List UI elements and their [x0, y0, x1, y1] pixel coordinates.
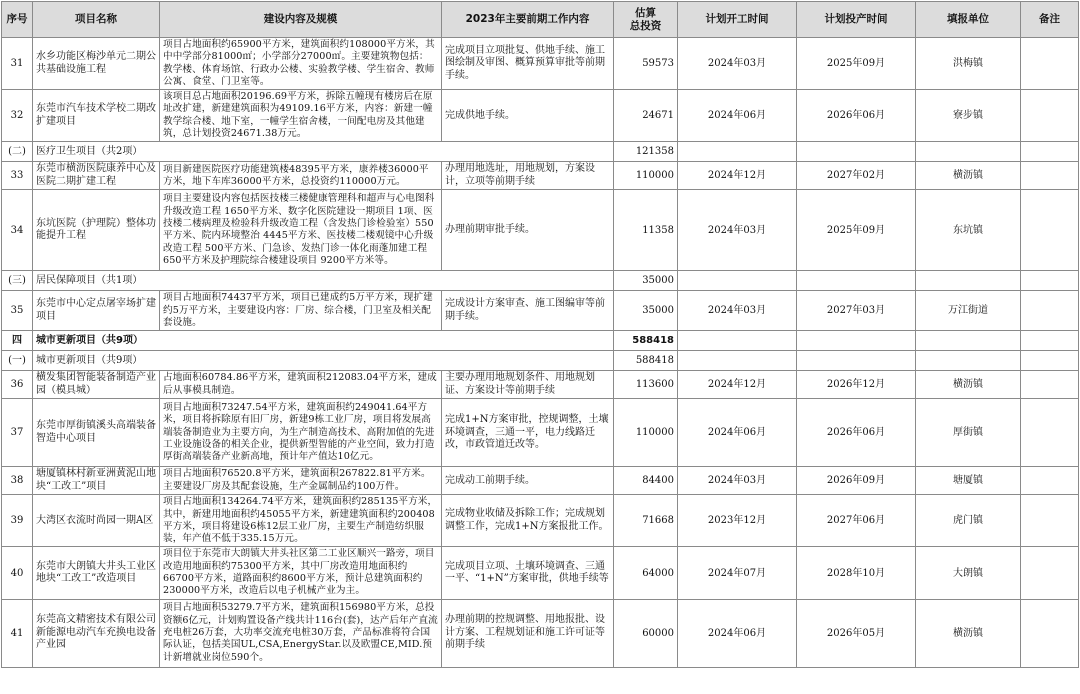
row-content: 该项目总占地面积20196.69平方米，拆除五幢现有楼房后在原址改扩建，新建建筑面积为49109.16平方米，内容：新建一幢教学综合楼、地下室，一幢学生宿舍楼，一间配电房及其他建筑，总计划投资24671.38万元。 — [160, 90, 442, 142]
row-invest: 110000 — [614, 162, 678, 190]
row-unit: 东坑镇 — [916, 190, 1021, 271]
row-remark — [1021, 467, 1079, 495]
row-name: 东坑医院（护理院）整体功能提升工程 — [33, 190, 160, 271]
row-start: 2024年03月 — [678, 467, 797, 495]
row-no: 32 — [2, 90, 33, 142]
row-no: 40 — [2, 547, 33, 599]
table-row — [2, 599, 1079, 667]
row-name: 东莞市汽车技术学校二期改扩建项目 — [33, 90, 160, 142]
row-invest: 64000 — [614, 547, 678, 599]
row-invest: 84400 — [614, 467, 678, 495]
header-remark: 备注 — [1021, 2, 1079, 38]
row-work: 完成供地手续。 — [442, 90, 614, 142]
row-start: 2024年12月 — [678, 371, 797, 399]
row-finish: 2026年06月 — [797, 399, 916, 467]
row-start: 2024年06月 — [678, 90, 797, 142]
row-start: 2024年06月 — [678, 399, 797, 467]
project-table — [1, 1, 1079, 668]
row-content: 项目占地面积74437平方米，项目已建成约5万平方米，现扩建约5万平方米，主要建设内容：厂房、综合楼，门卫室及相关配套设施。 — [160, 291, 442, 331]
row-finish: 2026年09月 — [797, 467, 916, 495]
header-invest-line2: 总投资 — [629, 19, 662, 32]
major-section-title: 城市更新项目（共9项） — [33, 331, 614, 351]
row-work: 完成设计方案审查、施工图编审等前期手续。 — [442, 291, 614, 331]
row-invest: 11358 — [614, 190, 678, 271]
table-row — [2, 162, 1079, 190]
row-invest: 24671 — [614, 90, 678, 142]
row-invest: 113600 — [614, 371, 678, 399]
row-name: 东莞高文精密技术有限公司新能源电动汽车充换电设备产业园 — [33, 599, 160, 667]
row-unit: 寮步镇 — [916, 90, 1021, 142]
row-invest: 110000 — [614, 399, 678, 467]
row-no: 37 — [2, 399, 33, 467]
row-remark — [1021, 547, 1079, 599]
table-row — [2, 291, 1079, 331]
row-unit: 塘厦镇 — [916, 467, 1021, 495]
row-name: 横发集团智能装备制造产业园（模具城） — [33, 371, 160, 399]
row-work: 完成项目立项批复、供地手续、施工图绘制及审图、概算预算审批等前期手续。 — [442, 38, 614, 90]
table-row — [2, 467, 1079, 495]
row-work: 完成物业收储及拆除工作；完成规划调整工作，完成1+N方案报批工作。 — [442, 495, 614, 547]
row-remark — [1021, 291, 1079, 331]
row-invest: 35000 — [614, 291, 678, 331]
section-row — [2, 351, 1079, 371]
row-invest: 60000 — [614, 599, 678, 667]
row-finish: 2026年12月 — [797, 371, 916, 399]
section-no: (一) — [2, 351, 33, 371]
header-no: 序号 — [2, 2, 33, 38]
section-invest: 121358 — [614, 142, 678, 162]
row-work: 办理前期审批手续。 — [442, 190, 614, 271]
row-remark — [1021, 599, 1079, 667]
row-start: 2024年03月 — [678, 190, 797, 271]
row-work: 办理前期的控规调整、用地报批、设计方案、工程规划证和施工许可证等前期手续 — [442, 599, 614, 667]
row-remark — [1021, 495, 1079, 547]
section-title: 城市更新项目（共9项） — [33, 351, 614, 371]
table-row — [2, 495, 1079, 547]
row-no: 35 — [2, 291, 33, 331]
row-no: 41 — [2, 599, 33, 667]
table-row — [2, 90, 1079, 142]
row-remark — [1021, 162, 1079, 190]
row-name: 东莞市大朗镇大井头工业区地块“工改工”改造项目 — [33, 547, 160, 599]
row-content: 项目占地面积73247.54平方米，建筑面积约249041.64平方米，项目将拆除原有旧厂房，新建9栋工业厂房，项目将发展高端装备制造业为主要方向，为生产制造高技术、高附加值的先进工业设施设备的相关企业，提供新型智能的产业空间，致力打造厚街高端装备产业新高地，预计年产值达10亿元。 — [160, 399, 442, 467]
row-start: 2023年12月 — [678, 495, 797, 547]
major-section-invest: 588418 — [614, 331, 678, 351]
header-name: 项目名称 — [33, 2, 160, 38]
section-title: 居民保障项目（共1项） — [33, 271, 614, 291]
row-start: 2024年07月 — [678, 547, 797, 599]
row-start: 2024年03月 — [678, 291, 797, 331]
table-row — [2, 38, 1079, 90]
row-finish: 2025年09月 — [797, 38, 916, 90]
row-work: 完成1+N方案审批，控规调整，土壤环境调查，三通一平，电力线路迁改，市政管道迁改等。 — [442, 399, 614, 467]
row-unit: 横沥镇 — [916, 371, 1021, 399]
row-remark — [1021, 190, 1079, 271]
row-invest: 71668 — [614, 495, 678, 547]
table-row — [2, 399, 1079, 467]
section-no: (三) — [2, 271, 33, 291]
section-row — [2, 271, 1079, 291]
row-work: 完成项目立项、土壤环境调查、三通一平、“1+N”方案审批，供地手续等 — [442, 547, 614, 599]
row-unit: 横沥镇 — [916, 599, 1021, 667]
row-start: 2024年06月 — [678, 599, 797, 667]
row-name: 水乡功能区梅沙单元二期公共基础设施工程 — [33, 38, 160, 90]
row-finish: 2027年03月 — [797, 291, 916, 331]
header-invest — [614, 2, 678, 38]
row-unit: 厚街镇 — [916, 399, 1021, 467]
row-finish: 2027年02月 — [797, 162, 916, 190]
row-no: 36 — [2, 371, 33, 399]
row-content: 项目占地面积约65900平方米，建筑面积约108000平方米，其中中学部分81000㎡；小学部分27000㎡。主要建筑物包括：教学楼、体育场馆、行政办公楼、实验教学楼、学生宿舍、教师公寓、食堂、门卫室等。 — [160, 38, 442, 90]
row-name: 大湾区衣流时尚园一期A区 — [33, 495, 160, 547]
row-content: 项目占地面积76520.8平方米，建筑面积267822.81平方米。主要建设厂房及其配套设施，生产金属制品约100万件。 — [160, 467, 442, 495]
section-title: 医疗卫生项目（共2项） — [33, 142, 614, 162]
section-no: (二) — [2, 142, 33, 162]
row-unit: 虎门镇 — [916, 495, 1021, 547]
table-row — [2, 371, 1079, 399]
row-content: 项目占地面积134264.74平方米，建筑面积约285135平方米，其中，新建用地面积约45055平方米，新建建筑面积约200408平方米，项目将建设6栋12层工业厂房，主要生产制造纺织服装，年产值不低于335.15万元。 — [160, 495, 442, 547]
row-finish: 2028年10月 — [797, 547, 916, 599]
row-no: 33 — [2, 162, 33, 190]
row-name: 东莞市横沥医院康养中心及医院二期扩建工程 — [33, 162, 160, 190]
section-invest: 35000 — [614, 271, 678, 291]
row-finish: 2025年09月 — [797, 190, 916, 271]
row-start: 2024年03月 — [678, 38, 797, 90]
section-row — [2, 142, 1079, 162]
table-row — [2, 190, 1079, 271]
row-unit: 横沥镇 — [916, 162, 1021, 190]
row-unit: 万江街道 — [916, 291, 1021, 331]
row-no: 39 — [2, 495, 33, 547]
header-start: 计划开工时间 — [678, 2, 797, 38]
major-section-no: 四 — [2, 331, 33, 351]
row-remark — [1021, 371, 1079, 399]
row-content: 项目占地面积53279.7平方米，建筑面积156980平方米，总投资额6亿元，计划购置设备产线共计116台(套)，达产后年产直流充电桩26万套，大功率交流充电桩30万套，产品标准将符合国际认证，包括美国UL,CSA,EnergyStar.以及欧盟CE,MID.预计新增就业岗位590个。 — [160, 599, 442, 667]
row-name: 塘厦镇林村新亚洲黄泥山地块“工改工”项目 — [33, 467, 160, 495]
header-work: 2023年主要前期工作内容 — [442, 2, 614, 38]
row-name: 东莞市中心定点屠宰场扩建项目 — [33, 291, 160, 331]
row-invest: 59573 — [614, 38, 678, 90]
header-unit: 填报单位 — [916, 2, 1021, 38]
header-invest-line1: 估算 — [635, 6, 656, 19]
row-unit: 大朗镇 — [916, 547, 1021, 599]
row-content: 占地面积60784.86平方米，建筑面积212083.04平方米，建成后从事模具制造。 — [160, 371, 442, 399]
row-content: 项目位于东莞市大朗镇大井头社区第二工业区顺兴一路旁，项目改造用地面积约75300平方米，其中厂房改造用地面积约66700平方米，道路面积约8600平方米，预计总建筑面积约230000平方米，改造后以电子机械产业为主。 — [160, 547, 442, 599]
row-content: 项目新建医院医疗功能建筑楼48395平方米，康养楼36000平方米，地下车库36000平方米，总投资约110000万元。 — [160, 162, 442, 190]
row-finish: 2027年06月 — [797, 495, 916, 547]
row-finish: 2026年06月 — [797, 90, 916, 142]
section-invest: 588418 — [614, 351, 678, 371]
row-no: 31 — [2, 38, 33, 90]
row-content: 项目主要建设内容包括医技楼三楼健康管理科和超声与心电图科升级改造工程 1650平方米、数字化医院建设一期项目 1项、医技楼二楼病理及检验科升级改造工程（含发热门诊检验室）550平方米、院内环境整治 4445平方米、医技楼二楼观镜中心升级改造工程 500平方米、门急诊、发热门诊一体化雨蓬加建工程 650平方米及护理院综合楼建设项目 9200平方米等。 — [160, 190, 442, 271]
row-work: 完成动工前期手续。 — [442, 467, 614, 495]
row-finish: 2026年05月 — [797, 599, 916, 667]
row-remark — [1021, 38, 1079, 90]
row-work: 主要办理用地规划条件、用地规划证、方案设计等前期手续 — [442, 371, 614, 399]
row-remark — [1021, 90, 1079, 142]
table-row — [2, 547, 1079, 599]
header-finish: 计划投产时间 — [797, 2, 916, 38]
row-no: 38 — [2, 467, 33, 495]
row-no: 34 — [2, 190, 33, 271]
major-section-row — [2, 331, 1079, 351]
row-start: 2024年12月 — [678, 162, 797, 190]
row-remark — [1021, 399, 1079, 467]
row-unit: 洪梅镇 — [916, 38, 1021, 90]
header-content: 建设内容及规模 — [160, 2, 442, 38]
row-name: 东莞市厚街镇溪头高端装备智造中心项目 — [33, 399, 160, 467]
header-row — [2, 2, 1079, 38]
row-work: 办理用地选址，用地规划，方案设计，立项等前期手续 — [442, 162, 614, 190]
